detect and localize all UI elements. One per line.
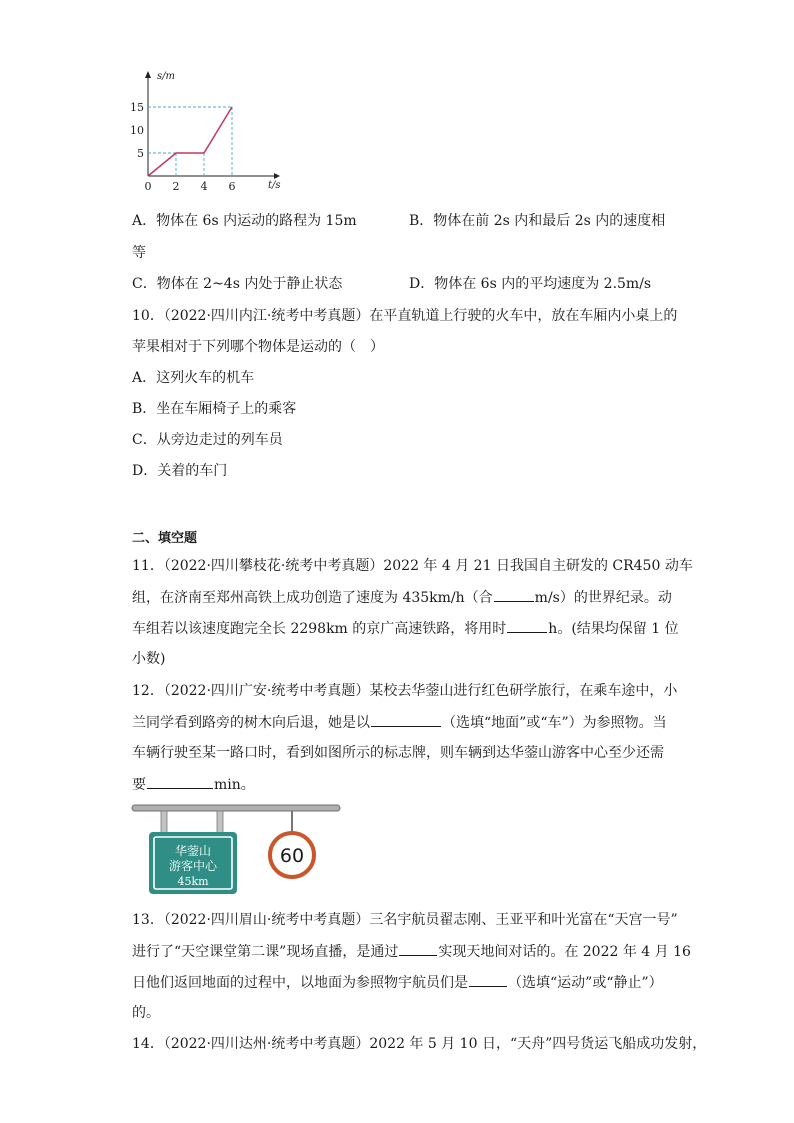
st-graph (132, 64, 292, 196)
q11-line2 (132, 587, 672, 608)
q11-line2-text-b: m/s）的世界纪录。动 (534, 590, 672, 606)
q10-stem-line1: 10．（2022·四川内江·统考中考真题）在平直轨道上行驶的火车中，放在车厢内小桌上的 (132, 308, 678, 324)
y-axis-arrow (145, 71, 151, 78)
series-line (148, 107, 232, 176)
destination-distance: 45km (177, 875, 209, 888)
q13-line3-text-b: （选填“运动”或“静止”） (508, 975, 663, 991)
q12-line4-text-b: min。 (214, 777, 255, 793)
q13-line2 (132, 941, 691, 962)
speed-limit-value: 60 (279, 845, 305, 867)
sign-hanger-right (217, 811, 223, 833)
x-tick-label: 6 (228, 180, 236, 193)
x-tick-label: 4 (200, 180, 208, 193)
road-sign-figure (130, 800, 344, 898)
x-axis-arrow (274, 173, 280, 179)
q11-blank-2[interactable] (507, 618, 547, 633)
q11-line1: 11．（2022·四川攀枝花·统考中考真题）2022 年 4 月 21 日我国自主研发的 CR450 动车 (132, 558, 693, 574)
q9-option-b-cont: 等 (132, 245, 146, 261)
destination-name-line2: 游客中心 (168, 859, 218, 873)
q13-line3-text-a: 日他们返回地面的过程中，以地面为参照物宇航员们是 (132, 975, 468, 991)
sign-pole (132, 805, 340, 811)
q13-line3 (132, 972, 663, 993)
q9-option-c: C．物体在 2~4s 内处于静止状态 (132, 276, 343, 292)
q11-line3 (132, 618, 679, 639)
q13-blank-2[interactable] (469, 972, 507, 987)
q10-option-d: D．关着的车门 (132, 463, 228, 479)
q12-line4-text-a: 要 (132, 777, 146, 793)
q12-line4 (132, 774, 255, 795)
x-tick-label: 2 (172, 180, 180, 193)
q9-option-b: B．物体在前 2s 内和最后 2s 内的速度相 (409, 213, 666, 229)
q13-line2-text-b: 实现天地间对话的。在 2022 年 4 月 16 (438, 944, 691, 960)
q12-line2 (132, 712, 667, 733)
destination-name-line1: 华蓥山 (174, 844, 212, 858)
q9-option-a: A．物体在 6s 内运动的路程为 15m (132, 213, 357, 229)
q11-line3-text-a: 车组若以该速度跑完全长 2298km 的京广高速铁路，将用时 (132, 621, 507, 637)
q14-line1: 14．（2022·四川达州·统考中考真题）2022 年 5 月 10 日，“天舟”四号货运飞船成功发射， (132, 1036, 707, 1052)
q13-line4: 的。 (132, 1005, 160, 1021)
section-title: 二、填空题 (132, 531, 198, 546)
q13-blank-1[interactable] (399, 941, 437, 956)
q11-line4: 小数) (132, 651, 166, 667)
q10-option-a: A．这列火车的机车 (132, 370, 255, 386)
q13-line2-text-a: 进行了“天空课堂第二课”现场直播，是通过 (132, 944, 399, 960)
x-axis-label: t/s (268, 180, 281, 191)
y-tick-label: 10 (130, 124, 144, 137)
q11-line3-text-b: h。(结果均保留 1 位 (548, 621, 679, 637)
q10-stem-line2: 苹果相对于下列哪个物体是运动的（ ） (132, 339, 384, 355)
q13-line1: 13．（2022·四川眉山·统考中考真题）三名宇航员翟志刚、王亚平和叶光富在“天宫一号” (132, 912, 678, 928)
y-axis-label: s/m (157, 71, 175, 82)
q11-line2-text-a: 组，在济南至郑州高铁上成功创造了速度为 435km/h（合 (132, 590, 493, 606)
q10-option-c: C．从旁边走过的列车员 (132, 432, 283, 448)
q11-blank-1[interactable] (494, 587, 534, 602)
q12-line2-text-a: 兰同学看到路旁的树木向后退，她是以 (132, 715, 370, 731)
q12-line2-text-b: （选填“地面”或“车”）为参照物。当 (442, 715, 667, 731)
q9-option-d: D．物体在 6s 内的平均速度为 2.5m/s (409, 276, 652, 292)
y-tick-label: 15 (130, 101, 144, 114)
q12-blank-2[interactable] (147, 774, 213, 789)
sign-hanger-left (161, 811, 167, 833)
y-tick-label: 5 (137, 147, 144, 160)
q12-blank-1[interactable] (371, 712, 441, 727)
q12-line1: 12．（2022·四川广安·统考中考真题）某校去华蓥山进行红色研学旅行，在乘车途中，小 (132, 683, 678, 699)
q12-line3: 车辆行驶至某一路口时，看到如图所示的标志牌，则车辆到达华蓥山游客中心至少还需 (132, 745, 664, 761)
q10-option-b: B．坐在车厢椅子上的乘客 (132, 401, 297, 417)
x-tick-label: 0 (144, 180, 152, 193)
